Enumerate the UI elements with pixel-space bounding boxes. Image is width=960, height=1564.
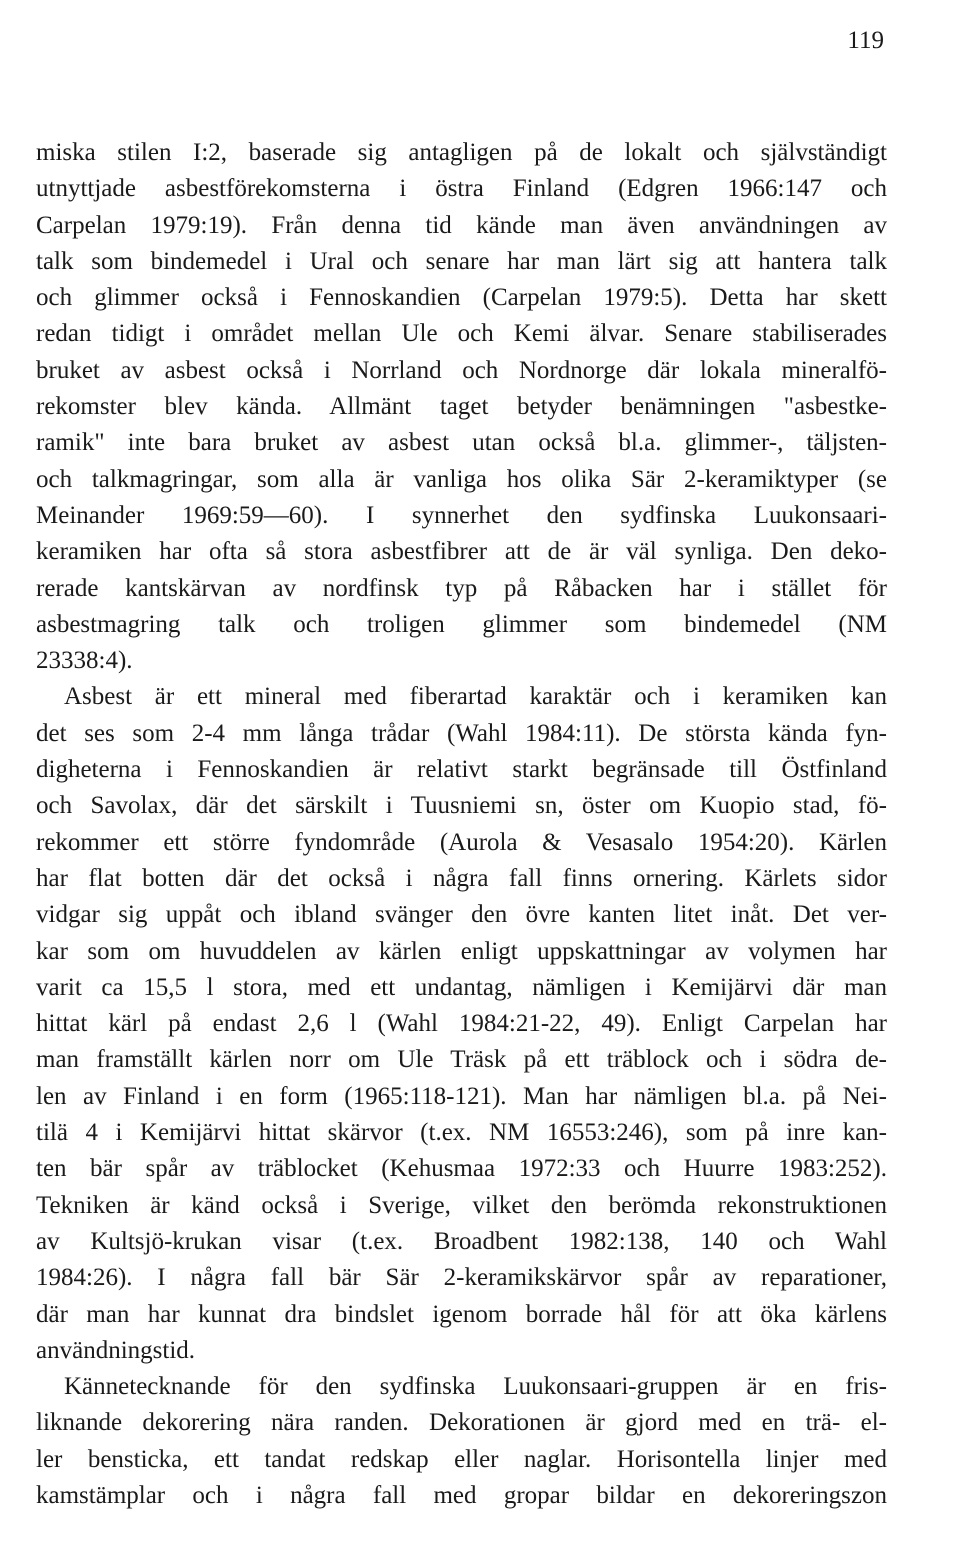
text-line: liknande dekorering nära randen. Dekorationen är gjord med en trä- el- bbox=[36, 1409, 887, 1437]
text-line: och Savolax, där det särskilt i Tuusniemi sn, öster om Kuopio stad, fö- bbox=[36, 792, 887, 820]
text-line: varit ca 15,5 l stora, med ett undantag, nämligen i Kemijärvi där man bbox=[36, 973, 887, 1001]
text-line: användningstid. bbox=[36, 1336, 196, 1364]
text-line: digheterna i Fennoskandien är relativt starkt begränsade till Östfinland bbox=[36, 756, 887, 784]
text-line: kamstämplar och i några fall med gropar bildar en dekoreringszon bbox=[36, 1481, 887, 1509]
text-line: talk som bindemedel i Ural och senare har man lärt sig att hantera talk bbox=[36, 247, 887, 275]
page-number: 119 bbox=[847, 27, 884, 54]
text-line: Carpelan 1979:19). Från denna tid kände man även användningen av bbox=[36, 211, 887, 239]
text-line: rerade kantskärvan av nordfinsk typ på Råbacken har i stället för bbox=[36, 574, 887, 602]
text-line: och glimmer också i Fennoskandien (Carpelan 1979:5). Detta har skett bbox=[36, 284, 887, 312]
text-line: len av Finland i en form (1965:118-121). Man har nämligen bl.a. på Nei- bbox=[36, 1082, 887, 1110]
text-line: rekommer ett större fyndområde (Aurola & Vesasalo 1954:20). Kärlen bbox=[36, 828, 887, 856]
text-line: Meinander 1969:59—60). I synnerhet den sydfinska Luukonsaari- bbox=[36, 501, 887, 529]
text-line: bruket av asbest också i Norrland och Nordnorge där lokala mineralfö- bbox=[36, 356, 887, 384]
text-line: det ses som 2-4 mm långa trådar (Wahl 1984:11). De största kända fyn- bbox=[36, 719, 887, 747]
text-line: keramiken har ofta så stora asbestfibrer att de är väl synliga. Den deko- bbox=[36, 538, 887, 566]
text-line: 1984:26). I några fall bär Sär 2-keramikskärvor spår av reparationer, bbox=[36, 1264, 887, 1292]
text-line: och talkmagringar, som alla är vanliga hos olika Sär 2-keramiktyper (se bbox=[36, 465, 887, 493]
text-line: 23338:4). bbox=[36, 647, 133, 675]
text-line: hittat kärl på endast 2,6 l (Wahl 1984:21-22, 49). Enligt Carpelan har bbox=[36, 1010, 887, 1038]
text-line: man framställt kärlen norr om Ule Träsk på ett träblock och i södra de- bbox=[36, 1046, 887, 1074]
text-line: där man har kunnat dra bindslet igenom borrade hål för att öka kärlens bbox=[36, 1300, 887, 1328]
text-line: Tekniken är känd också i Sverige, vilket den berömda rekonstruktionen bbox=[36, 1191, 887, 1219]
text-line: ler bensticka, ett tandat redskap eller naglar. Horisontella linjer med bbox=[36, 1445, 887, 1473]
text-line: utnyttjade asbestförekomsterna i östra Finland (Edgren 1966:147 och bbox=[36, 175, 887, 203]
text-line: har flat botten där det också i några fall finns ornering. Kärlets sidor bbox=[36, 864, 887, 892]
text-line: kar som om huvuddelen av kärlen enligt uppskattningar av volymen har bbox=[36, 937, 887, 965]
text-line: av Kultsjö-krukan visar (t.ex. Broadbent 1982:138, 140 och Wahl bbox=[36, 1227, 887, 1255]
text-line: redan tidigt i området mellan Ule och Kemi älvar. Senare stabiliserades bbox=[36, 320, 887, 348]
body-text bbox=[36, 135, 887, 1514]
text-line: asbestmagring talk och troligen glimmer som bindemedel (NM bbox=[36, 610, 887, 638]
text-line: tilä 4 i Kemijärvi hittat skärvor (t.ex. NM 16553:246), som på inre kan- bbox=[36, 1119, 887, 1147]
text-line: Kännetecknande för den sydfinska Luukonsaari-gruppen är en fris- bbox=[64, 1373, 887, 1401]
text-line: miska stilen I:2, baserade sig antagligen på de lokalt och självständigt bbox=[36, 139, 887, 166]
text-line: rekomster blev kända. Allmänt taget betyder benämningen "asbestke- bbox=[36, 393, 887, 421]
text-line: ramik" inte bara bruket av asbest utan också bl.a. glimmer-, täljsten- bbox=[36, 429, 887, 457]
text-line: Asbest är ett mineral med fiberartad karaktär och i keramiken kan bbox=[64, 683, 887, 711]
text-line: ten bär spår av träblocket (Kehusmaa 1972:33 och Huurre 1983:252). bbox=[36, 1155, 887, 1183]
text-line: vidgar sig uppåt och ibland svänger den övre kanten litet inåt. Det ver- bbox=[36, 901, 887, 929]
